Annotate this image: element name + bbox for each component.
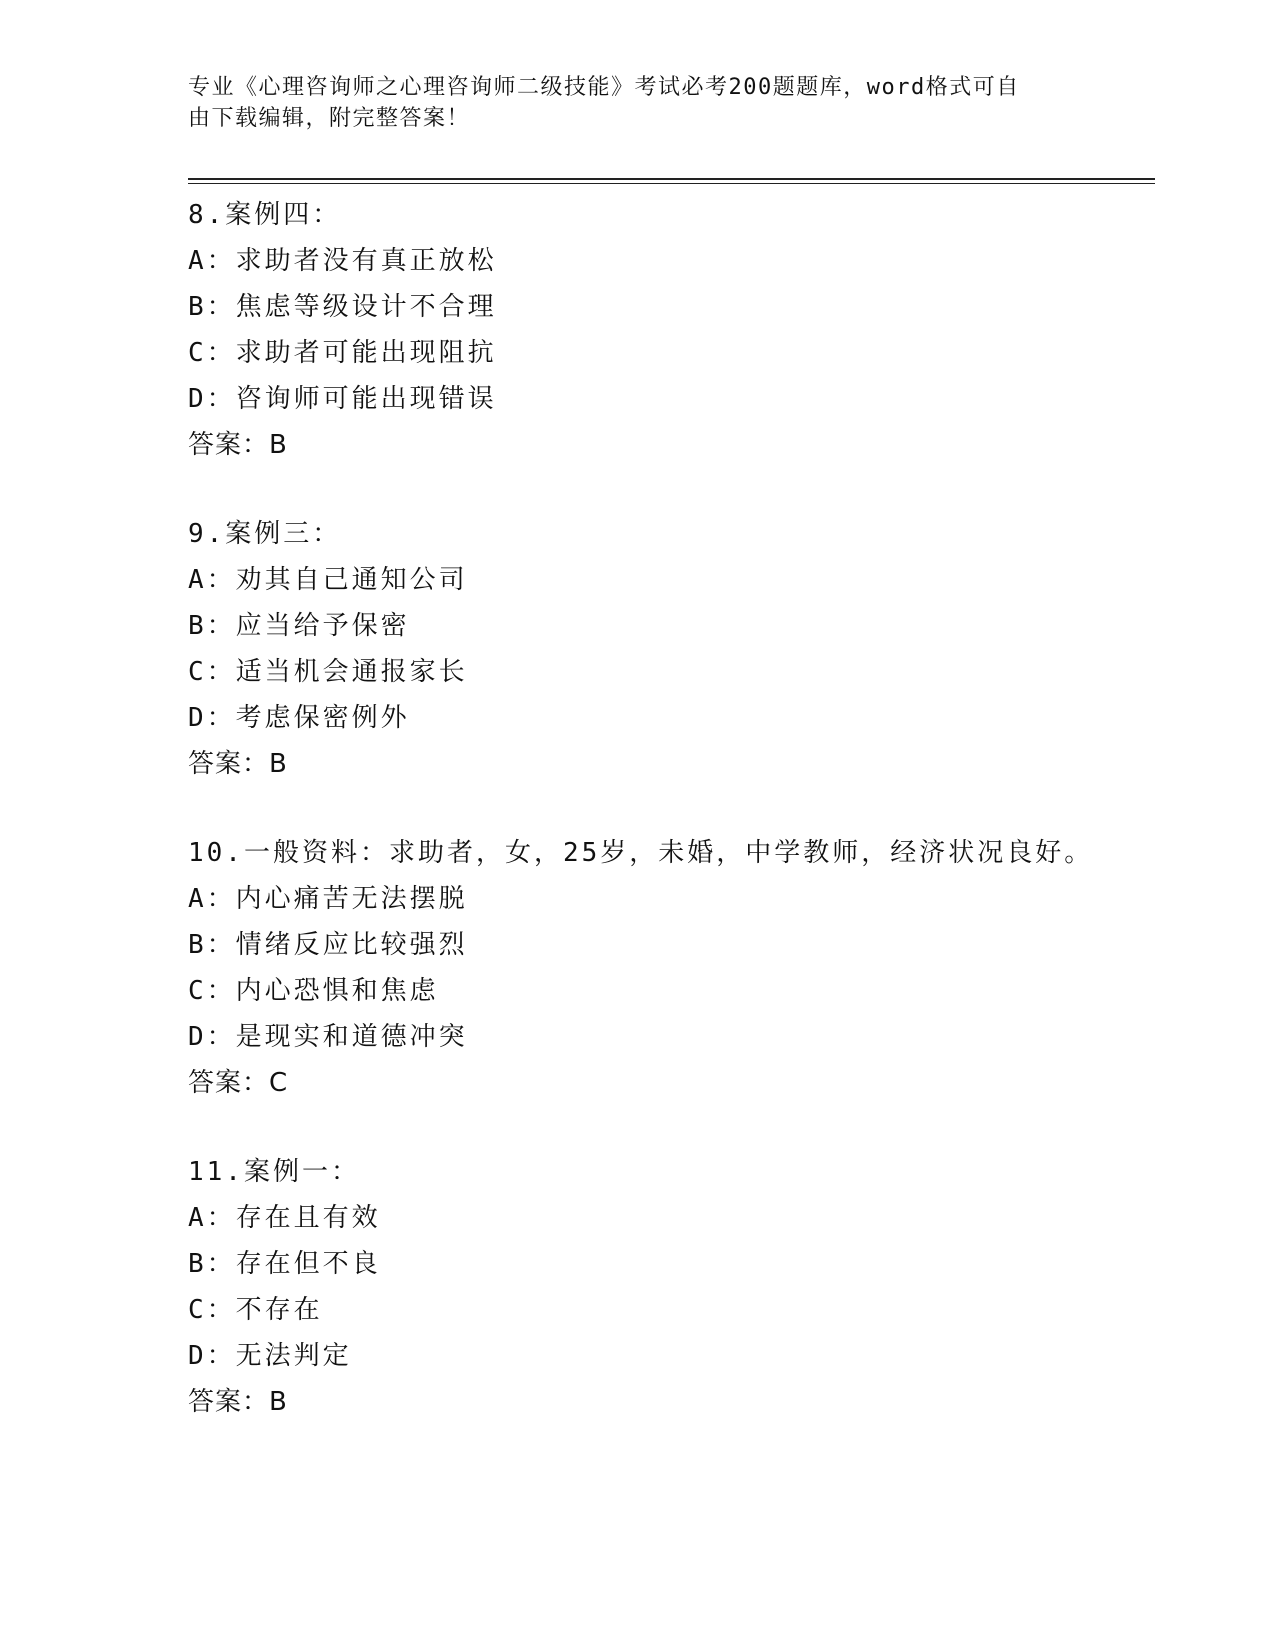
answer-line: 答案：B xyxy=(188,1387,288,1417)
question-list xyxy=(188,192,1148,1468)
option-d: D：无法判定 xyxy=(188,1341,352,1371)
option-c: C：适当机会通报家长 xyxy=(188,657,468,687)
header-line-1: 专业《心理咨询师之心理咨询师二级技能》考试必考200题题库，word格式可自 xyxy=(188,75,1020,100)
option-a: A：劝其自己通知公司 xyxy=(188,565,468,595)
question-8 xyxy=(188,192,1148,468)
option-b: B：焦虑等级设计不合理 xyxy=(188,292,497,322)
question-stem: 8.案例四： xyxy=(188,200,342,230)
question-9 xyxy=(188,511,1148,787)
option-b: B：存在但不良 xyxy=(188,1249,381,1279)
option-c: C：不存在 xyxy=(188,1295,323,1325)
question-stem: 9.案例三： xyxy=(188,519,342,549)
answer-line: 答案：C xyxy=(188,1068,289,1098)
option-a: A：求助者没有真正放松 xyxy=(188,246,497,276)
header-line-2: 由下载编辑，附完整答案！ xyxy=(188,106,471,131)
option-c: C：内心恐惧和焦虑 xyxy=(188,976,439,1006)
question-stem: 11.案例一： xyxy=(188,1157,360,1187)
option-d: D：是现实和道德冲突 xyxy=(188,1022,468,1052)
option-d: D：咨询师可能出现错误 xyxy=(188,384,497,414)
answer-line: 答案：B xyxy=(188,749,288,779)
header-divider-thick xyxy=(188,178,1155,180)
header-divider-thin xyxy=(188,183,1155,184)
option-d: D：考虑保密例外 xyxy=(188,703,410,733)
option-a: A：内心痛苦无法摆脱 xyxy=(188,884,468,914)
answer-line: 答案：B xyxy=(188,430,288,460)
option-a: A：存在且有效 xyxy=(188,1203,381,1233)
option-c: C：求助者可能出现阻抗 xyxy=(188,338,497,368)
question-10 xyxy=(188,830,1148,1106)
question-11 xyxy=(188,1149,1148,1425)
document-header xyxy=(188,72,1068,134)
option-b: B：应当给予保密 xyxy=(188,611,410,641)
option-b: B：情绪反应比较强烈 xyxy=(188,930,468,960)
question-stem: 10.一般资料：求助者，女，25岁，未婚，中学教师，经济状况良好。 xyxy=(188,838,1094,868)
